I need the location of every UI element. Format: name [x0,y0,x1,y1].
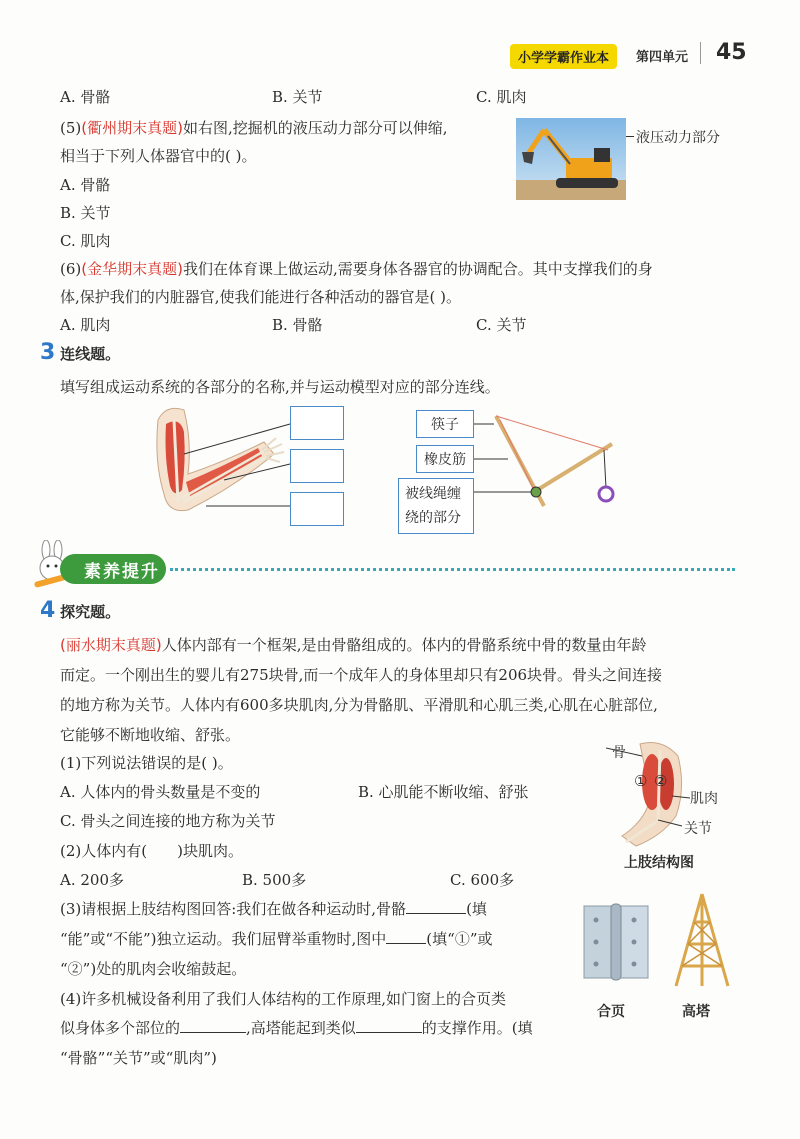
option-b: B. 关节 [272,88,323,106]
q4-sub1-stem: (1)下列说法错误的是( )。 [60,754,233,772]
option-a: A. 骨骼 [60,88,111,106]
q4-title: 探究题。 [60,603,121,621]
q4-sub2-stem-pre: (2)人体内有( [60,842,148,860]
limb-label-1: ① [634,772,648,790]
chopstick-model [474,410,620,510]
q4-heading [40,598,120,623]
q5-option-b: B. 关节 [60,204,111,222]
q3-heading [40,340,120,365]
q6-option-b: B. 骨骼 [272,316,323,334]
tower-image [670,890,734,990]
q6-option-a: A. 肌肉 [60,316,111,334]
excavator-image [516,118,626,200]
hinge-image [582,902,650,982]
q4-sub3-line3: “②”)处的肌肉会收缩鼓起。 [60,960,247,978]
q5-number: (5) [60,119,82,137]
model-label-wrapped-line2: 绕的部分 [405,510,461,526]
q4-sub3-line2 [60,928,493,949]
brand-badge: 小学学霸作业本 [510,44,617,69]
banner-dotted-line [170,568,735,571]
q4-sub4-line2 [60,1017,533,1038]
q4-para-line2: 而定。一个刚出生的婴儿有275块骨,而一个成年人的身体里却只有206块骨。骨头之间连接 [60,666,663,684]
banner-title: 素养提升 [84,562,160,582]
q3-number: 3 [40,340,56,365]
q4-para-line3: 的地方称为关节。人体内有600多块肌肉,分为骨骼肌、平滑肌和心肌三类,心肌在心脏部位, [60,696,658,714]
q5-tag: (衢州期末真题) [81,119,183,137]
q4-sub4-line2-pre: 似身体多个部位的 [60,1019,181,1037]
model-label-wrapped-part [398,478,474,534]
q6-text1: 我们在体育课上做运动,需要身体各器官的协调配合。其中支撑我们的身 [182,260,653,278]
q4-sub2-option-b: B. 500多 [242,871,307,889]
q4-sub3-line1 [60,898,487,919]
caption-upper-limb: 上肢结构图 [624,855,694,871]
caption-hinge: 合页 [597,1004,625,1020]
q4-sub4-blank1[interactable] [180,1018,246,1033]
limb-label-joint: 关节 [684,821,712,837]
q4-sub3-line2-pre: “能”或“不能”)独立运动。我们屈臂举重物时,图中 [60,930,387,948]
q4-sub4-blank2[interactable] [356,1018,422,1033]
excavator-label: 液压动力部分 [636,130,720,146]
page-number: 45 [716,40,747,65]
q4-sub2-stem [60,840,243,861]
q5-option-c: C. 肌肉 [60,232,111,250]
q5-line2: 相当于下列人体器官中的( )。 [60,147,257,165]
q6-option-c: C. 关节 [476,316,527,334]
q4-sub1-option-c: C. 骨头之间连接的地方称为关节 [60,812,276,830]
limb-label-2: ② [654,772,668,790]
q4-sub4-line3: “骨骼”“关节”或“肌肉”) [60,1049,217,1067]
q4-sub2-option-c: C. 600多 [450,871,515,889]
q4-sub3-blank2[interactable] [386,929,426,944]
option-c: C. 肌肉 [476,88,527,106]
q4-sub3-line1-post: (填 [466,900,487,918]
q4-sub2-stem-post: )块肌肉。 [177,842,243,860]
q4-sub4-line2-mid: ,高塔能起到类似 [246,1019,356,1037]
answer-box-2[interactable] [290,449,344,483]
q4-sub3-line2-post: (填“①”或 [426,930,493,948]
q4-sub1-option-b: B. 心肌能不断收缩、舒张 [358,783,529,801]
answer-box-3[interactable] [290,492,344,526]
q4-sub3-blank1[interactable] [406,899,466,914]
q4-sub3-line1-pre: (3)请根据上肢结构图回答:我们在做各种运动时,骨骼 [60,900,407,918]
q4-sub4-line2-post: 的支撑作用。(填 [421,1019,533,1037]
q6-number: (6) [60,260,82,278]
arm-connector-lines [180,410,292,520]
q6-tag: (金华期末真题) [81,260,183,278]
q5-option-a: A. 骨骼 [60,176,111,194]
q6-line2: 体,保护我们的内脏器官,使我们能进行各种活动的器官是( )。 [60,288,462,306]
q4-sub4-line1: (4)许多机械设备利用了我们人体结构的工作原理,如门窗上的合页类 [60,990,507,1008]
q5-text1: 如右图,挖掘机的液压动力部分可以伸缩, [182,119,448,137]
q4-sub1-option-a: A. 人体内的骨头数量是不变的 [60,783,261,801]
unit-title: 第四单元 [636,50,689,65]
excavator-pointer [626,136,634,137]
q4-number: 4 [40,598,56,623]
caption-tower: 高塔 [682,1004,710,1020]
header-divider [700,42,701,64]
q4-tag: (丽水期末真题) [60,636,162,654]
q4-sub2-option-a: A. 200多 [60,871,124,889]
q4-para-line1 [60,634,647,655]
limb-label-bone: 骨 [612,745,626,761]
q6-line1 [60,258,653,279]
q3-instruction: 填写组成运动系统的各部分的名称,并与运动模型对应的部分连线。 [60,378,500,396]
model-label-rubber-band: 橡皮筋 [416,445,474,473]
q4-para-text1: 人体内部有一个框架,是由骨骼组成的。体内的骨骼系统中骨的数量由年龄 [161,636,647,654]
q5-line1 [60,117,448,138]
answer-box-1[interactable] [290,406,344,440]
q3-title: 连线题。 [60,345,121,363]
model-label-chopsticks: 筷子 [416,410,474,438]
limb-label-muscle: 肌肉 [690,791,718,807]
q4-para-line4: 它能够不断地收缩、舒张。 [60,726,241,744]
model-label-wrapped-line1: 被线绳缠 [405,486,461,502]
